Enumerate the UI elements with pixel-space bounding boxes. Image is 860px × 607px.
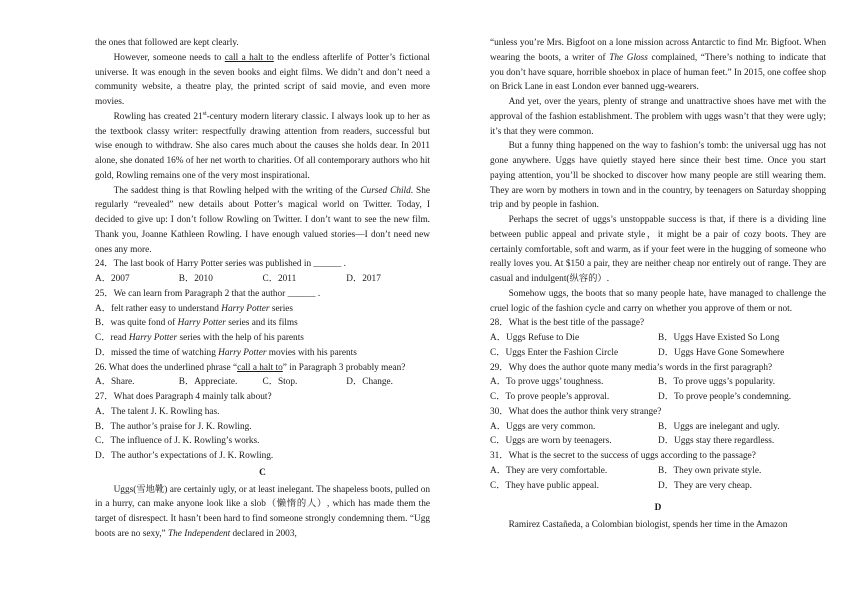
paragraph: Perhaps the secret of uggs’s unstoppable success is that, if there is a dividing line between public appeal and private style，it might be a pair of cozy boots. They are certainly comfortable, soft and warm, as if your feet were in the hugging of someone who really loves you. At $150 a pair, they are neither cheap nor entirely out of range. They are casual and indulgent(纵容的）.	[490, 215, 826, 284]
option[interactable]: B．2010	[178, 274, 213, 284]
option[interactable]: D．Uggs stay there regardless.	[658, 436, 775, 447]
option[interactable]: B．To prove uggs’s popularity.	[658, 377, 776, 388]
option[interactable]: C．Uggs Enter the Fashion Circle	[490, 347, 619, 358]
question-29: 29．Why does the author quote many media’s words in the first paragraph?	[490, 362, 773, 373]
options-30b	[490, 434, 826, 449]
options-30a	[490, 420, 826, 435]
paragraph: The saddest thing is that Rowling helped with the writing of the Cursed Child. She regularly “revealed” new details about Potter’s magical world on Twitter. Today, I decided to give up: I don’t follow Rowling on Twitter. I don’t want to see the new film. Thank you, Joanne Kathleen Rowling. I have enough valued stories—I don’t need new ones any more.	[95, 185, 430, 255]
option[interactable]: A．Share.	[95, 377, 135, 388]
options-24	[95, 272, 430, 287]
option[interactable]: A．Uggs Refuse to Die	[490, 333, 580, 343]
question-30: 30．What does the author think very strange?	[490, 406, 662, 417]
paragraph: the ones that followed are kept clearly.	[95, 38, 239, 48]
section-heading-d: D	[654, 503, 662, 514]
option[interactable]: B．was quite fond of Harry Potter series and its films	[95, 318, 298, 329]
option[interactable]: B．The author’s praise for J. K. Rowling.	[95, 421, 252, 432]
option[interactable]: D．2017	[346, 274, 381, 284]
option[interactable]: B．Uggs Have Existed So Long	[658, 333, 780, 343]
option[interactable]: C．Uggs are worn by teenagers.	[490, 436, 612, 447]
option[interactable]: A．The talent J. K. Rowling has.	[95, 406, 220, 417]
question-24: 24．The last book of Harry Potter series was published in ______ .	[95, 259, 346, 270]
question-28: 28．What is the best title of the passage?	[490, 318, 645, 329]
option[interactable]: A．They are very comfortable.	[490, 465, 608, 476]
left-column	[95, 36, 430, 542]
option[interactable]: D．Change.	[346, 377, 393, 388]
options-29a	[490, 375, 826, 390]
option[interactable]: B．They own private style.	[658, 465, 762, 476]
options-29b	[490, 390, 826, 405]
paragraph: “unless you’re Mrs. Bigfoot on a lone mission across Antarctic to find Mr. Bigfoot. When wearing the boots, a writer of The Gloss complained, “There’s nothing to indicate that you don’t have square, horrible shoebox in place of human feet.” In 2015, one coffee shop on Brick Lane in east London ever banned ugg-wearers.	[490, 38, 826, 93]
options-26	[95, 375, 430, 390]
option[interactable]: C．read Harry Potter series with the help of his parents	[95, 333, 304, 343]
options-31b	[490, 479, 826, 494]
option[interactable]: A．felt rather easy to understand Harry Potter series	[95, 303, 294, 314]
option[interactable]: D．The author’s expectations of J. K. Rowling.	[95, 451, 274, 461]
option[interactable]: D．They are very cheap.	[658, 480, 752, 491]
paragraph: And yet, over the years, plenty of strange and unattractive shoes have met with the approval of the fashion establishment. The problem with uggs wasn’t that they were ugly; it’s that they were common.	[490, 97, 826, 137]
underlined-phrase: call a halt to	[237, 362, 283, 373]
question-27: 27．What does Paragraph 4 mainly talk about?	[95, 392, 272, 402]
option[interactable]: D．Uggs Have Gone Somewhere	[658, 347, 785, 358]
option[interactable]: C．To prove people’s approval.	[490, 392, 610, 402]
paragraph: Ramirez Castañeda, a Colombian biologist, spends her time in the Amazon	[508, 520, 788, 530]
paragraph: Uggs(雪地靴) are certainly ugly, or at least inelegant. The shapeless boots, pulled on in a hurry, can make anyone look like a slob（懒惰的人）, which has made them the target of disrespect. It hasn’t been hard to find someone strongly condemning them. “Ugg boots are no sexy,” The Independent declared in 2003,	[95, 484, 430, 539]
underlined-phrase: call a halt to	[224, 52, 274, 63]
section-heading-c: C	[259, 467, 266, 478]
option[interactable]: B．Appreciate.	[178, 377, 238, 388]
question-25: 25．We can learn from Paragraph 2 that the author ______ .	[95, 288, 321, 299]
options-28b	[490, 346, 826, 361]
right-column	[490, 36, 826, 533]
option[interactable]: C．The influence of J. K. Rowling’s works.	[95, 436, 260, 447]
paragraph: But a funny thing happened on the way to fashion’s tomb: the universal ugg has not gone anywhere. Uggs have quietly stayed here since their best time. Once you start paying attention, you’ll be shocked to discover how many people are still wearing them. They are worn by mothers in town and in the country, by teenagers on Saturday shopping trip and by people in fashion.	[490, 141, 826, 211]
option[interactable]: A．To prove uggs’ toughness.	[490, 377, 604, 388]
paragraph: Somehow uggs, the boots that so many people hate, have managed to challenge the cruel logic of the fashion cycle and carry on whether you approve of them or not.	[490, 288, 826, 314]
option[interactable]: B．Uggs are inelegant and ugly.	[658, 421, 780, 432]
option[interactable]: C．They have public appeal.	[490, 480, 599, 491]
question-26: 26. What does the underlined phrase “call a halt to” in Paragraph 3 probably mean?	[95, 362, 406, 373]
option[interactable]: A．2007	[95, 274, 130, 284]
paragraph: However, someone needs to call a halt to the endless afterlife of Potter’s fictional universe. It was enough in the seven books and eight films. We didn’t and don’t need a community website, a theatre play, the printed script of said movie, and even more movies.	[95, 52, 430, 107]
option[interactable]: D．missed the time of watching Harry Potter movies with his parents	[95, 347, 357, 358]
paragraph: Rowling has created 21st-century modern literary classic. I always look up to her as the textbook classy writer: respectfully drawing attention from readers, successful but wise enough to withdraw. She also cares much about the causes she holds dear. In 2011 alone, she donated 16% of her net worth to charities. Of all contemporary authors who hit gold, Rowling remains one of the very most inspirational.	[95, 110, 430, 181]
options-31a	[490, 464, 826, 479]
options-28a	[490, 331, 826, 346]
option[interactable]: A．Uggs are very common.	[490, 421, 596, 432]
option[interactable]: C．Stop.	[262, 377, 298, 388]
option[interactable]: D．To prove people’s condemning.	[658, 392, 792, 402]
option[interactable]: C．2011	[262, 274, 297, 284]
question-31: 31．What is the secret to the success of uggs according to the passage?	[490, 451, 756, 461]
